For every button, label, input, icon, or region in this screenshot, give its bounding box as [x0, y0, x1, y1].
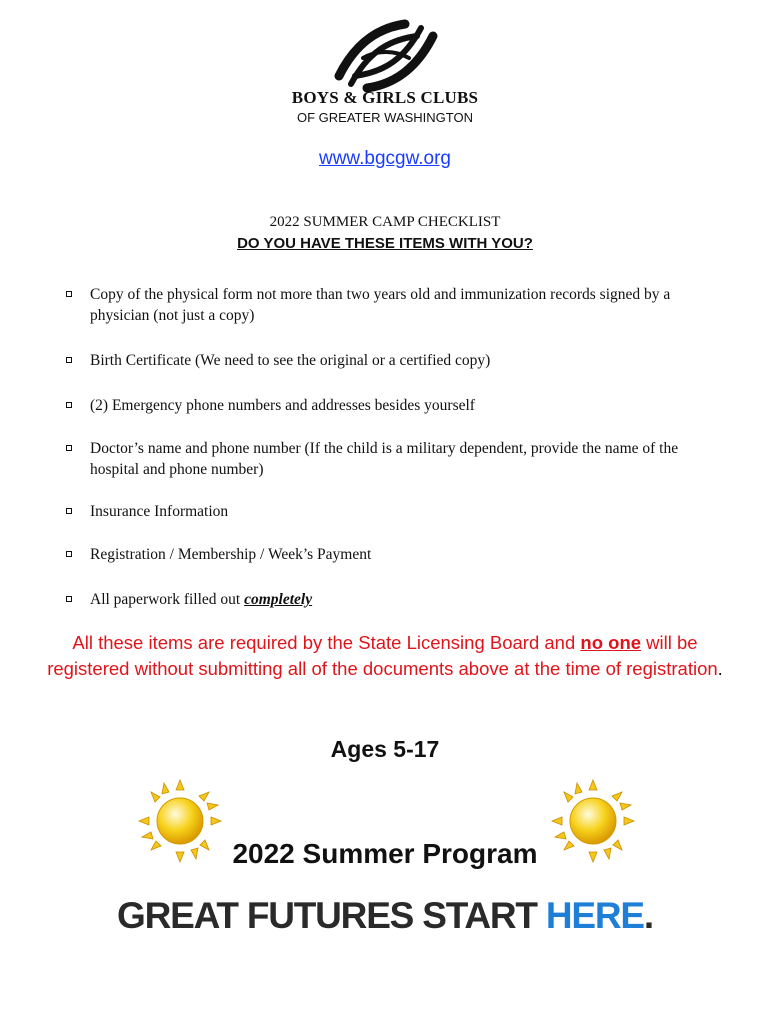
checkbox-icon[interactable]	[66, 596, 72, 602]
checklist-item-label: All paperwork filled out	[90, 591, 245, 608]
notice-part2: will be registered without submitting all of the documents above at the time of registration	[47, 632, 718, 679]
checkbox-icon[interactable]	[66, 445, 72, 451]
website-link[interactable]: www.bgcgw.org	[318, 148, 451, 169]
ages-range: Ages 5-17	[330, 736, 440, 762]
checklist-item-text: Registration / Membership / Week’s Payment	[90, 546, 372, 563]
checklist-title: 2022 SUMMER CAMP CHECKLIST	[269, 214, 501, 230]
clasped-hands-logo-icon	[325, 14, 447, 98]
org-name: BOYS & GIRLS CLUBS	[291, 88, 479, 107]
notice-part1: All these items are required by the State Licensing Board and	[72, 632, 581, 653]
checklist-question: DO YOU HAVE THESE ITEMS WITH YOU?	[237, 235, 533, 252]
checklist-item-text: Copy of the physical form not more than two years old and immunization records signed by a physician (not just a copy)	[90, 286, 671, 324]
program-title: 2022 Summer Program	[232, 838, 538, 869]
tagline	[0, 895, 770, 937]
checklist-item-text: Birth Certificate (We need to see the original or a certified copy)	[90, 352, 491, 369]
checklist-item-text: Insurance Information	[90, 503, 229, 520]
tagline-main: GREAT FUTURES START	[117, 895, 546, 936]
checkbox-icon[interactable]	[66, 508, 72, 514]
checkbox-icon[interactable]	[66, 551, 72, 557]
emphasis-completely: completely	[244, 591, 313, 608]
org-subtitle: OF GREATER WASHINGTON	[297, 110, 473, 125]
licensing-notice	[40, 630, 730, 682]
notice-period: .	[717, 658, 723, 679]
checklist-item-text	[90, 589, 724, 610]
tagline-period: .	[643, 895, 653, 936]
checkbox-icon[interactable]	[66, 357, 72, 363]
checkbox-icon[interactable]	[66, 291, 72, 297]
checklist-item-text: Doctor’s name and phone number (If the child is a military dependent, provide the name of the hospital and phone number)	[90, 440, 679, 478]
checklist-item-text: (2) Emergency phone numbers and addresses besides yourself	[90, 397, 475, 414]
notice-no-one: no one	[580, 632, 642, 653]
checkbox-icon[interactable]	[66, 402, 72, 408]
tagline-here: HERE	[545, 895, 644, 936]
